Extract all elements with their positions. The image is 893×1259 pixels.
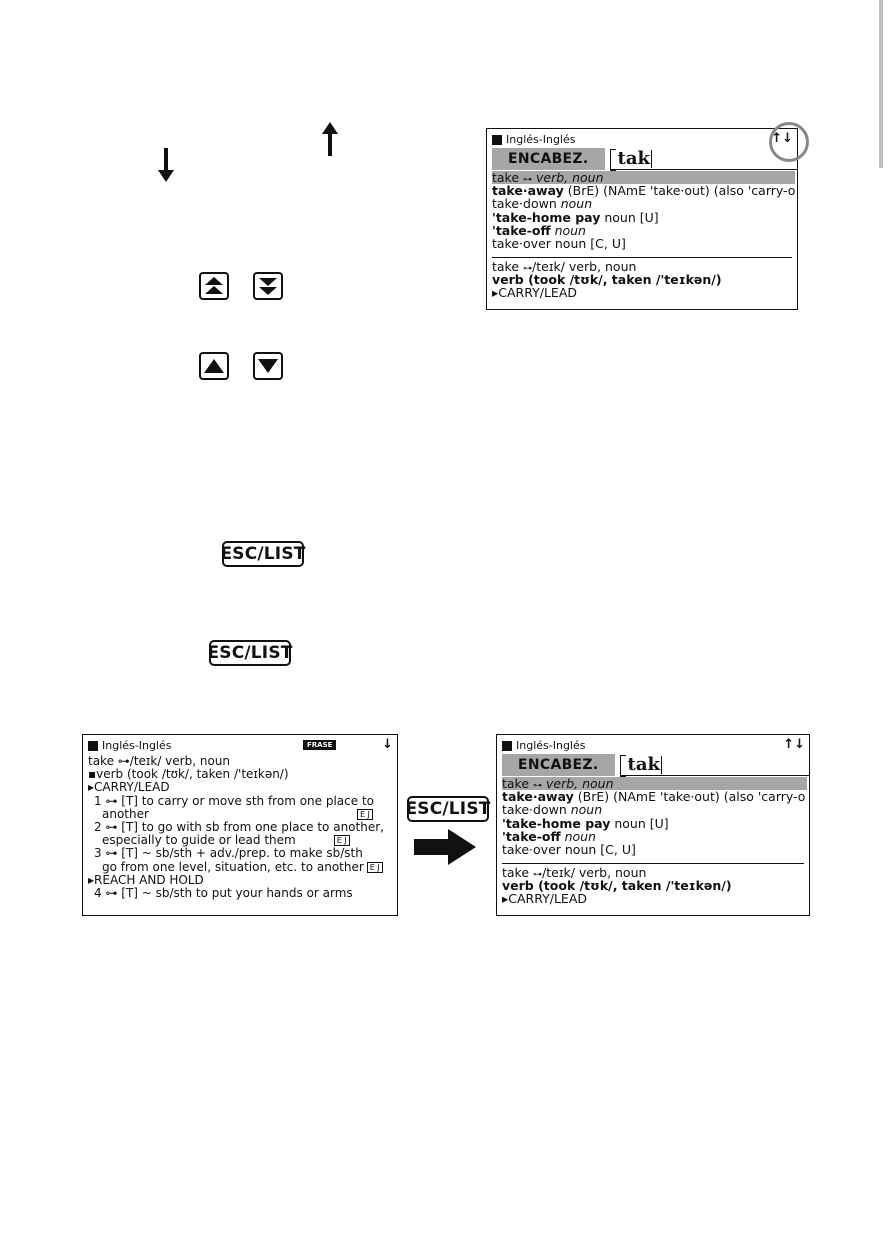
square-icon xyxy=(502,741,512,751)
triangle-down-icon xyxy=(257,358,279,374)
esc-list-key-2[interactable]: ESC/LIST xyxy=(209,640,291,666)
entry-line: especially to guide or lead them E J xyxy=(88,834,395,847)
key-icon: ⊶ xyxy=(523,175,533,185)
esc-list-key-3[interactable]: ESC/LIST xyxy=(407,796,489,822)
entry-line: 4 ⊶ [T] ~ sb/sth to put your hands or arms xyxy=(94,885,353,900)
result-list[interactable] xyxy=(492,171,795,250)
screen-title: Inglés-Inglés xyxy=(502,739,585,752)
down-key[interactable] xyxy=(253,352,283,380)
highlight-circle xyxy=(769,122,809,162)
frase-badge: FRASE xyxy=(303,740,336,750)
enc-label: ENCABEZ. xyxy=(502,754,615,776)
entry-line: ▸CARRY/LEAD xyxy=(88,780,170,795)
square-icon xyxy=(492,135,502,145)
sort-indicator-icon: ↑↓ xyxy=(783,737,805,752)
preview-pane: take ⊶/teɪk/ verb, noun verb (took /tʊk/, taken /'teɪkən/) ▸CARRY/LEAD xyxy=(502,865,732,907)
list-item[interactable]: 'take-home pay noun [U] xyxy=(502,815,669,831)
list-item[interactable]: 'take-off noun xyxy=(502,828,596,844)
result-list[interactable] xyxy=(502,777,807,856)
query-text: tak xyxy=(627,754,660,775)
esc-list-key-1[interactable]: ESC/LIST xyxy=(222,541,304,567)
sort-indicator-icon: ↑↓ xyxy=(771,131,793,146)
headword-row xyxy=(502,754,810,776)
query-text: tak xyxy=(617,148,650,169)
entry-line: ▪verb (took /tʊk/, taken /'teɪkən/) xyxy=(88,767,289,782)
text-caret xyxy=(661,756,663,774)
preview-pane: take ⊶/teɪk/ verb, noun verb (took /tʊk/, taken /'teɪkən/) ▸CARRY/LEAD xyxy=(492,259,722,301)
triangle-up-icon xyxy=(203,358,225,374)
entry-text xyxy=(88,755,395,900)
list-item[interactable]: 'take-home pay noun [U] xyxy=(492,209,659,225)
list-item[interactable]: take·over noun [C, U] xyxy=(492,235,626,251)
ej-icon[interactable]: E J xyxy=(367,862,383,873)
list-screen-top xyxy=(486,128,798,310)
headword-row xyxy=(492,148,798,170)
entry-screen xyxy=(82,734,398,916)
entry-line: take ⊶/teɪk/ verb, noun xyxy=(88,754,230,768)
list-item[interactable]: take·away (BrE) (NAmE 'take·out) (also 'carry-o xyxy=(492,183,796,199)
screen-title-text: Inglés-Inglés xyxy=(506,133,576,146)
list-item[interactable]: take·away (BrE) (NAmE 'take·out) (also 'carry-o xyxy=(502,789,806,805)
divider xyxy=(492,257,792,258)
list-screen-bottom xyxy=(496,734,810,916)
screen-title: Inglés-Inglés xyxy=(88,739,171,752)
entry-line: another E J xyxy=(88,808,395,821)
list-item[interactable]: take ⊶ verb, noun xyxy=(492,171,795,184)
entry-line: 2 ⊶ [T] to go with sb from one place to another, xyxy=(94,819,384,834)
list-item[interactable]: take·down noun xyxy=(502,802,603,818)
margin-bar xyxy=(879,0,883,168)
down-indicator-icon: ↓ xyxy=(382,737,393,752)
divider xyxy=(502,863,804,864)
ej-icon[interactable]: E J xyxy=(334,835,350,846)
double-up-icon xyxy=(203,276,225,296)
list-item[interactable]: take·down noun xyxy=(492,196,593,212)
entry-line: 3 ⊶ [T] ~ sb/sth + adv./prep. to make sb/sth xyxy=(94,846,363,861)
entry-line: ▸REACH AND HOLD xyxy=(88,872,204,887)
page-down-key[interactable] xyxy=(253,272,283,300)
entry-line: 1 ⊶ [T] to carry or move sth from one place to xyxy=(94,793,374,808)
ej-icon[interactable]: E J xyxy=(357,809,373,820)
entry-line: go from one level, situation, etc. to another E J xyxy=(88,861,395,874)
search-input[interactable] xyxy=(620,754,811,776)
up-key[interactable] xyxy=(199,352,229,380)
list-item[interactable]: take·over noun [C, U] xyxy=(502,841,636,857)
square-icon xyxy=(88,741,98,751)
text-caret xyxy=(651,150,653,168)
right-arrow-icon xyxy=(414,829,476,865)
search-input[interactable] xyxy=(610,148,799,170)
screen-title xyxy=(492,133,575,146)
up-arrow-icon xyxy=(320,122,340,162)
key-icon: ⊶ xyxy=(533,781,543,791)
list-item[interactable]: 'take-off noun xyxy=(492,222,586,238)
page-up-key[interactable] xyxy=(199,272,229,300)
list-item[interactable]: take ⊶ verb, noun xyxy=(502,777,807,790)
enc-label: ENCABEZ. xyxy=(492,148,605,170)
double-down-icon xyxy=(257,276,279,296)
down-arrow-icon xyxy=(156,148,176,188)
